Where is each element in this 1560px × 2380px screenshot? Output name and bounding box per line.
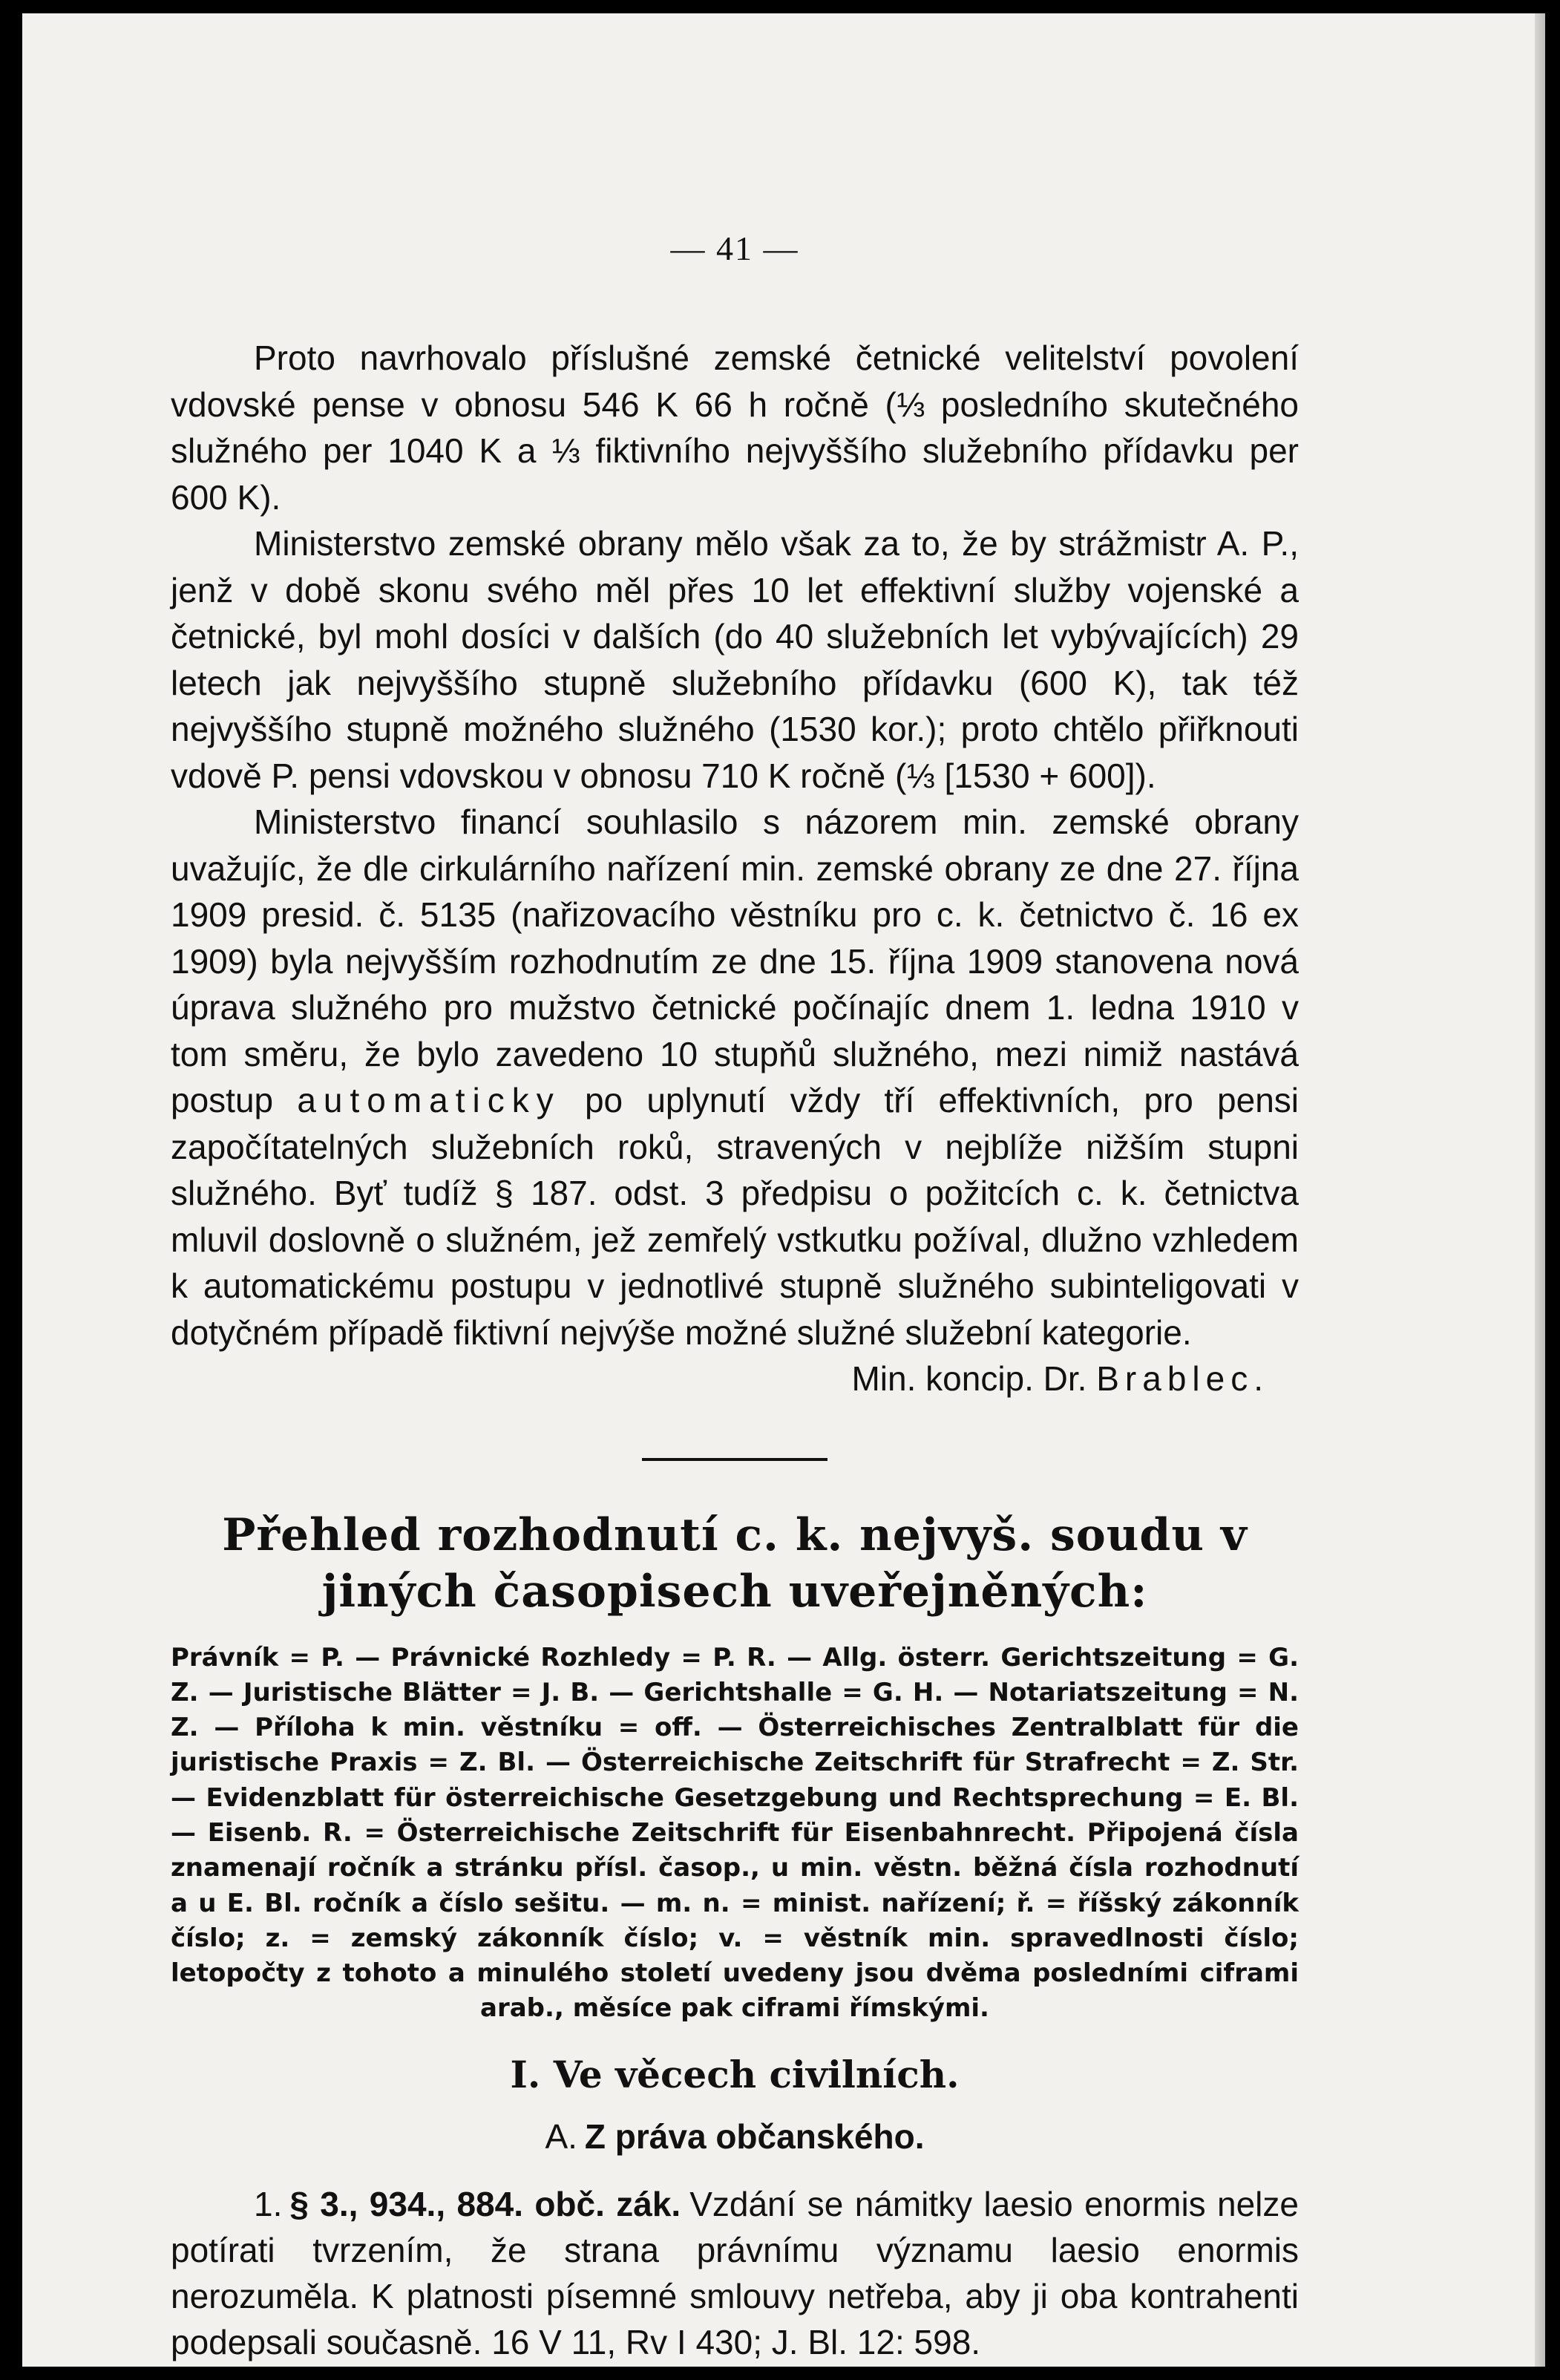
heading-civil-law-label: A. <box>545 2116 577 2156</box>
signature-name: Brablec. <box>1096 1359 1269 1398</box>
entry-1-number: 1. <box>254 2184 283 2223</box>
entry-1-reference: § 3., 934., 884. obč. zák. <box>289 2184 681 2223</box>
section-title: Přehled rozhodnutí c. k. nejvyš. soudu v jiných časopisech uveřejněných: <box>222 1508 1248 1618</box>
paragraph-1: Proto navrhovalo příslušné zemské četnické velitelství povolení vdovské pense v obnosu 546 K 66 h ročně (⅓ posledního skutečného služného per 1040 K a ⅓ fiktivního nejvyššího služebního přídavku per 600 K). <box>171 339 1299 517</box>
entry-1-text: Vzdání se námitky laesio enormis nelze potírati tvrzením, že strana právnímu významu laesio enormis nerozuměla. K platnosti písemné smlouvy netřeba, aby ji oba kontrahenti podepsali současně. 16 V 11, Rv I 430; J. Bl. 12: 598. <box>171 2184 1299 2361</box>
paragraph-2: Ministerstvo zemské obrany mělo však za to, že by strážmistr A. P., jenž v době skonu svého měl přes 10 let effektivní služby vojenské a četnické, byl mohl dosíci v dalších (do 40 služebních let vybývajících) 29 letech jak nejvyššího stupně služebního přídavku (600 K), tak též nejvyššího stupně možného služného (1530 kor.); proto chtělo přiřknouti vdově P. pensi vdovskou v obnosu 710 K ročně (⅓ [1530 + 600]). <box>171 524 1299 795</box>
paragraph-3-text-before: Ministerstvo financí souhlasilo s názorem min. zemské obrany uvažujíc, že dle cirkulárního nařízení min. zemské obrany ze dne 27. října 1909 presid. č. 5135 (nařizovacího věstníku pro c. k. četnictvo č. 16 ex 1909) byla nejvyšším rozhodnutím ze dne 15. října 1909 stanovena nová úprava služného pro mužstvo četnické počínajíc dnem 1. ledna 1910 v tom směru, že bylo zavedeno 10 stupňů služného, mezi nimiž nastává postup <box>171 802 1299 1119</box>
signature-prefix: Min. koncip. Dr. <box>851 1359 1097 1398</box>
abbreviations-paragraph: Právník = P. — Právnické Rozhledy = P. R. — Allg. österr. Gerichtszeitung = G. Z. — Juristische Blätter = J. B. — Gerichtshalle = G. H. — Notariatszeitung = N. Z. — Příloha k min. věstníku = off. — Österreichisches Zentralblatt für die juristische Praxis = Z. Bl. — Österreichische Zeitschrift für Strafrecht = Z. Str. — Evidenzblatt für österreichische Gesetzgebung und Rechtsprechung = E. Bl. — Eisenb. R. = Österreichische Zeitschrift für Eisenbahnrecht. Připojená čísla znamenají ročník a stránku přísl. časop., u min. věstn. běžná čísla rozhodnutí a u E. Bl. ročník a číslo sešitu. — m. n. = minist. nařízení; ř. = říšský zákonník číslo; z. = zemský zákonník číslo; v. = věstník min. spravedlnosti číslo; letopočty z tohoto a minulého století uvedeny jsou dvěma posledními ciframi arab., měsíce pak ciframi římskými. <box>171 1642 1299 2024</box>
scanned-page <box>22 13 1545 2367</box>
paragraph-3-text-after: po uplynutí vždy tří effektivních, pro pensi započítatelných služebních roků, stravených v nejblíže nižším stupni služného. Byť tudíž § 187. odst. 3 předpisu o požitcích c. k. četnictva mluvil doslovně o služném, jež zemřelý vstkutku požíval, dlužno vzhledem k automatickému postupu v jednotlivé stupně služného subinteligovati v dotyčném případě fiktivní nejvýše možné služné služební kategorie. <box>171 1081 1299 1352</box>
heading-civil-matters: I. Ve věcech civilních. <box>510 2052 960 2096</box>
page-number: — 41 — <box>670 229 799 267</box>
entry-1 <box>171 2181 1299 2365</box>
paragraph-3-spaced-word: automaticky <box>297 1081 561 1119</box>
signature <box>171 1356 1269 1402</box>
section-divider <box>642 1458 827 1461</box>
heading-civil-law <box>171 2113 1299 2160</box>
heading-civil-law-text: Z práva občanského. <box>584 2116 925 2156</box>
paragraph-3 <box>171 799 1299 1356</box>
page-edge-shadow <box>1535 13 1545 2367</box>
page-content <box>171 229 1299 2365</box>
